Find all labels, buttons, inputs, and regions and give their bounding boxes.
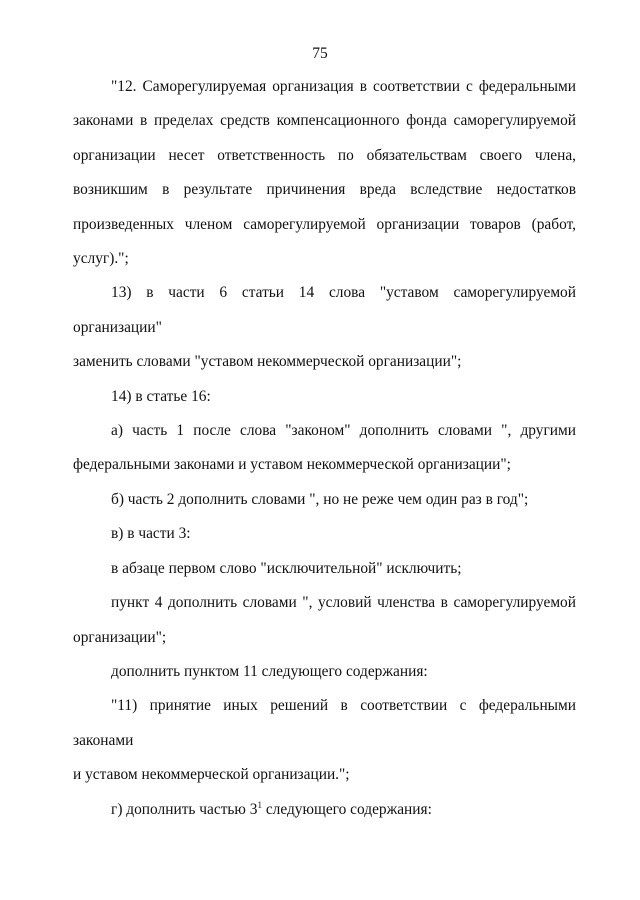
paragraph-line: 13) в части 6 статьи 14 слова "уставом саморегулируемой организации" — [73, 284, 576, 336]
paragraph-line: дополнить пунктом 11 следующего содержания: — [111, 662, 428, 680]
paragraph-line: "11) принятие иных решений в соответствии с федеральными законами — [73, 697, 576, 749]
paragraph-line: и уставом некоммерческой организации."; — [73, 766, 350, 784]
paragraph-line: законами в пределах средств компенсационного фонда саморегулируемой — [73, 112, 576, 130]
paragraph-line: федеральными законами и уставом некоммерческой организации"; — [73, 456, 511, 474]
text-run: г) дополнить частью 3 — [111, 800, 258, 818]
paragraph-line: "12. Саморегулируемая организация в соответствии с федеральными — [111, 78, 576, 95]
paragraph-line: а) часть 1 после слова "законом" дополнить словами ", другими — [111, 422, 576, 440]
paragraph-line: в абзаце первом слово "исключительной" исключить; — [111, 559, 462, 577]
paragraph-line: в) в части 3: — [111, 525, 191, 543]
superscript: 1 — [257, 799, 262, 810]
paragraph-line: услуг)."; — [73, 250, 129, 268]
paragraph-line: 14) в статье 16: — [111, 387, 211, 405]
paragraph-line: заменить словами "уставом некоммерческой организации"; — [73, 353, 462, 371]
paragraph-line: возникшим в результате причинения вреда вследствие недостатков — [73, 181, 576, 199]
paragraph-line: произведенных членом саморегулируемой организации товаров (работ, — [73, 215, 576, 233]
paragraph-line: б) часть 2 дополнить словами ", но не реже чем один раз в год"; — [111, 490, 529, 508]
paragraph-line: пункт 4 дополнить словами ", условий членства в саморегулируемой — [111, 594, 576, 612]
document-body — [73, 70, 576, 827]
paragraph-line: организации несет ответственность по обязательствам своего члена, — [73, 146, 576, 164]
paragraph-line — [73, 793, 576, 827]
paragraph-line: организации"; — [73, 628, 167, 646]
page-number: 75 — [312, 45, 328, 62]
text-run: следующего содержания: — [261, 800, 432, 818]
